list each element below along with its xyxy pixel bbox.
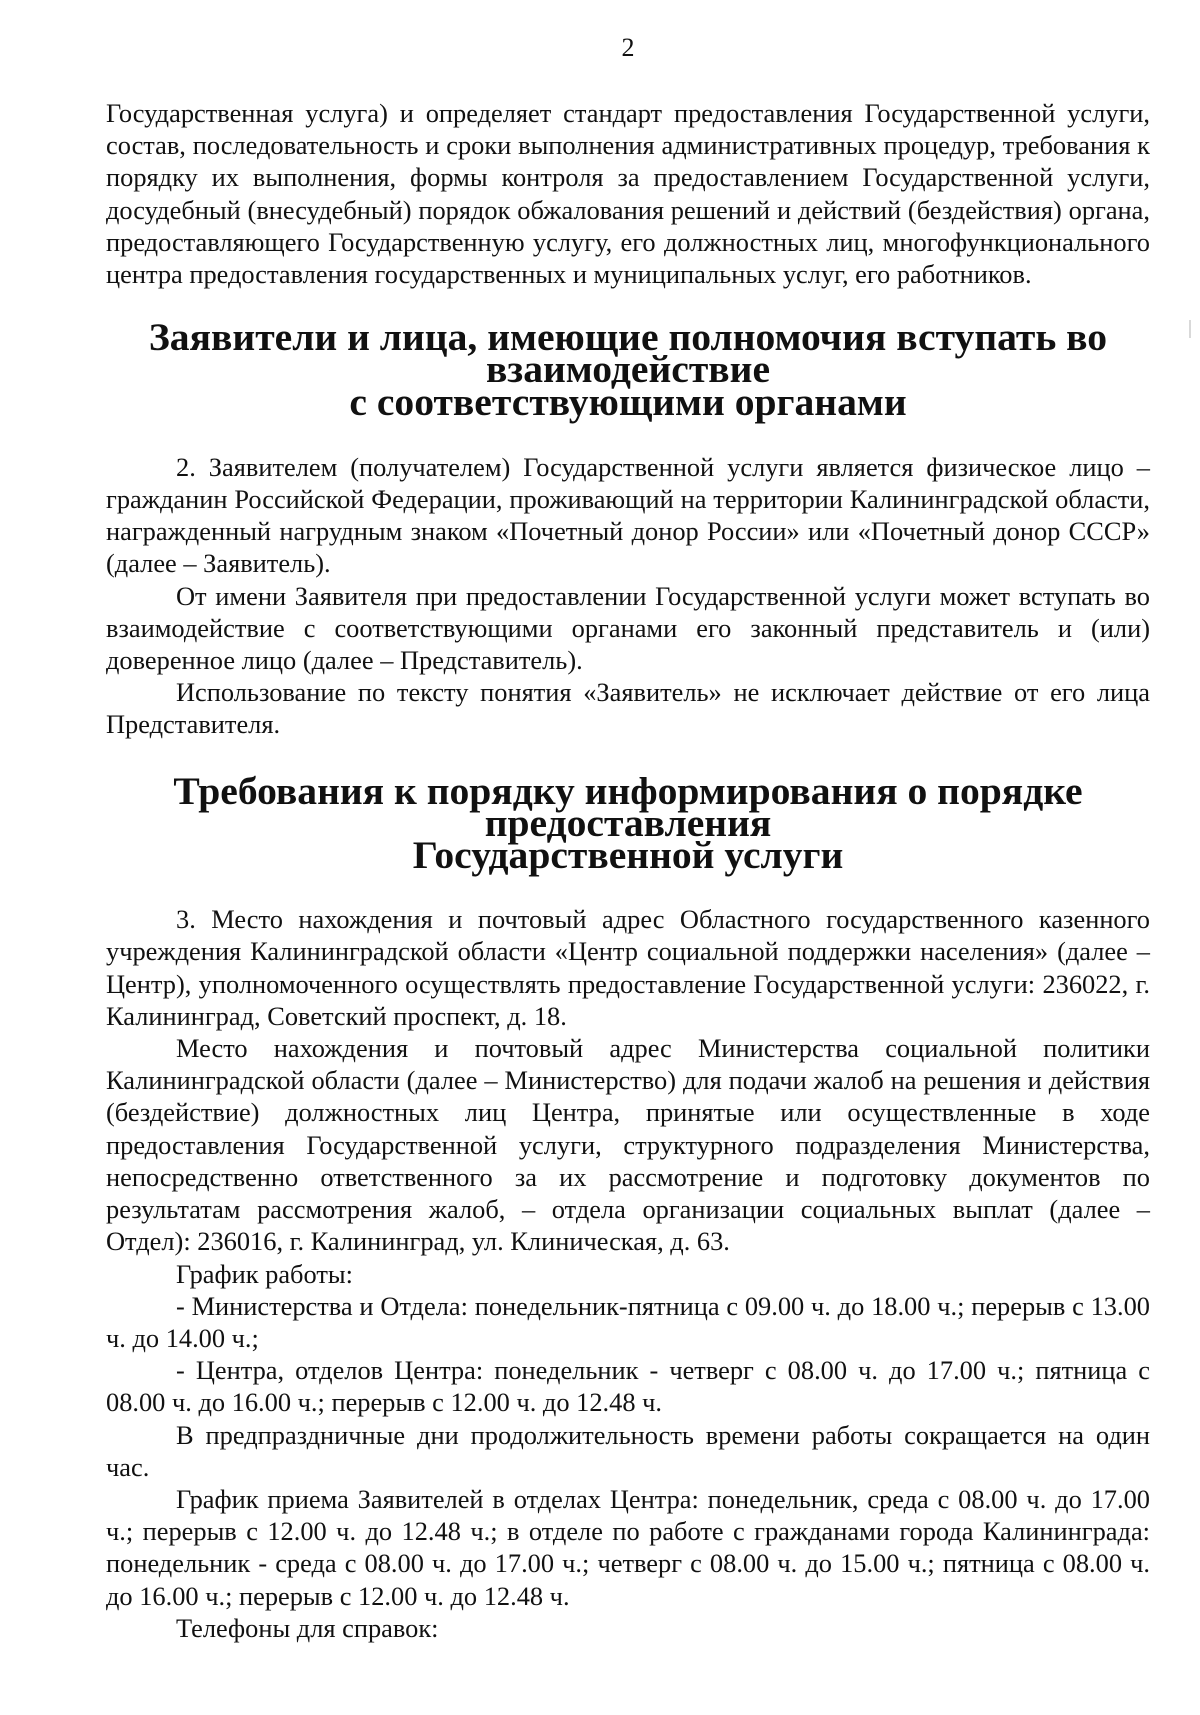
document-body	[106, 97, 1150, 1644]
heading-line: Требования к порядку информирования о порядке предоставления	[173, 768, 1083, 845]
paragraph: Телефоны для справок:	[176, 1612, 439, 1643]
paragraph: 2. Заявителем (получателем) Государственной услуги является физическое лицо – гражданин Российской Федерации, проживающий на территории Калининградской области, награжденный нагрудным знаком «Почетный донор России» или «Почетный донор СССР» (далее – Заявитель).	[106, 451, 1150, 579]
paragraph: Место нахождения и почтовый адрес Министерства социальной политики Калининградской области (далее – Министерство) для подачи жалоб на решения и действия (бездействие) должностных лиц Центра, принятые или осуществленные в ходе предоставления Государственной услуги, структурного подразделения Министерства, непосредственно ответственного за их рассмотрение и подготовку документов по результатам рассмотрения жалоб, – отдела организации социальных выплат (далее – Отдел): 236016, г. Калининград, ул. Клиническая, д. 63.	[106, 1033, 1150, 1257]
section-heading-applicants	[106, 315, 1150, 424]
page-number: 2	[621, 33, 635, 62]
paragraph: Использование по тексту понятия «Заявитель» не исключает действие от его лица Представителя.	[106, 677, 1150, 740]
paragraph: График работы:	[176, 1258, 353, 1289]
scan-edge-mark	[1189, 320, 1191, 338]
heading-line: Государственной услуги	[412, 833, 844, 878]
paragraph: 3. Место нахождения и почтовый адрес Областного государственного казенного учреждения Калининградской области «Центр социальной поддержки населения» (далее – Центр), уполномоченного осуществлять предоставление Государственной услуги: 236022, г. Калининград, Советский проспект, д. 18.	[106, 904, 1150, 1031]
intro-paragraph: Государственная услуга) и определяет стандарт предоставления Государственной услуги, состав, последовательность и сроки выполнения административных процедур, требования к порядку их выполнения, формы контроля за предоставлением Государственной услуги, досудебный (внесудебный) порядок обжалования решений и действий (бездействия) органа, предоставляющего Государственную услугу, его должностных лиц, многофункционального центра предоставления государственных и муниципальных услуг, его работников.	[106, 98, 1150, 290]
section-heading-informing	[106, 768, 1150, 878]
paragraph: В предпраздничные дни продолжительность времени работы сокращается на один час.	[106, 1419, 1150, 1482]
heading-line: с соответствующими органами	[349, 379, 907, 424]
paragraph: От имени Заявителя при предоставлении Государственной услуги может вступать во взаимодействие с соответствующими органами его законный представитель и (или) доверенное лицо (далее – Представитель).	[106, 580, 1150, 676]
paragraph: - Министерства и Отдела: понедельник-пятница с 09.00 ч. до 18.00 ч.; перерыв с 13.00 ч. до 14.00 ч.;	[106, 1290, 1150, 1353]
heading-line: Заявители и лица, имеющие полномочия вступать во взаимодействие	[148, 315, 1108, 392]
paragraph: - Центра, отделов Центра: понедельник - четверг с 08.00 ч. до 17.00 ч.; пятница с 08.00 ч. до 16.00 ч.; перерыв с 12.00 ч. до 12.48 ч.	[106, 1355, 1150, 1418]
paragraph: График приема Заявителей в отделах Центра: понедельник, среда с 08.00 ч. до 17.00 ч.; перерыв с 12.00 ч. до 12.48 ч.; в отделе по работе с гражданами города Калининграда: понедельник - среда с 08.00 ч. до 17.00 ч.; четверг с 08.00 ч. до 15.00 ч.; пятница с 08.00 ч. до 16.00 ч.; перерыв с 12.00 ч. до 12.48 ч.	[106, 1483, 1150, 1611]
